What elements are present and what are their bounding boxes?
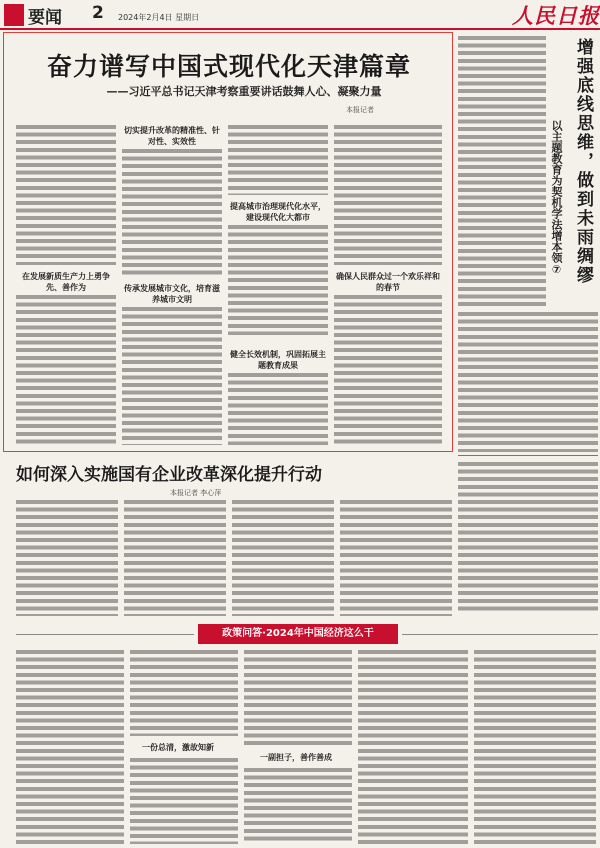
masthead	[0, 0, 600, 30]
right-column-text	[458, 462, 598, 612]
policy-qa-banner: 政策问答·2024年中国经济这么干	[198, 624, 398, 644]
text-column	[244, 768, 352, 844]
page-number: 2	[92, 3, 104, 23]
text-column	[16, 125, 116, 265]
text-column	[474, 650, 596, 844]
section-heading: 一副担子，善作善成	[260, 753, 332, 762]
text-column	[16, 500, 118, 616]
text-column	[340, 500, 452, 616]
right-column-text	[458, 312, 598, 452]
divider	[402, 634, 598, 635]
text-column	[334, 295, 442, 445]
text-column	[16, 650, 124, 844]
text-column	[130, 758, 238, 844]
feature-subhead: ——习近平总书记天津考察重要讲话鼓舞人心、凝聚力量	[106, 85, 382, 98]
feature-article	[3, 32, 453, 452]
right-column-title: 增强底线思维，做到未雨绸缪	[573, 38, 593, 285]
section-subtitle: 提高城市治理现代化水平，建设现代化大都市	[230, 202, 326, 222]
text-column	[124, 500, 226, 616]
right-column-subtitle: 以主题教育为契机学法增本领⑦	[550, 120, 563, 276]
text-column	[232, 500, 334, 616]
section-subtitle: 传承发展城市文化，培育滋养城市文明	[124, 284, 220, 304]
article2-byline: 本报记者 李心萍	[170, 489, 222, 497]
section-name: 要闻	[28, 8, 62, 28]
text-column	[228, 373, 328, 445]
issue-date: 2024年2月4日 星期日	[118, 13, 200, 22]
text-column	[130, 650, 238, 736]
section-marker	[4, 4, 24, 26]
text-column	[228, 225, 328, 335]
text-column	[228, 125, 328, 195]
text-column	[358, 650, 468, 844]
section-heading: 一份总清，激故知新	[142, 743, 214, 752]
header-rule	[0, 28, 600, 30]
text-column	[16, 295, 116, 445]
section-subtitle: 健全长效机制，巩固拓展主题教育成果	[230, 350, 326, 370]
feature-byline: 本报记者	[346, 106, 374, 114]
text-column	[122, 307, 222, 445]
section-subtitle: 在发展新质生产力上勇争先、善作为	[22, 272, 110, 292]
text-column	[122, 149, 222, 277]
text-column	[244, 650, 352, 746]
article2-title: 如何深入实施国有企业改革深化提升行动	[16, 465, 322, 485]
right-column-text	[458, 36, 546, 306]
section-subtitle: 切实提升改革的精准性、针对性、实效性	[124, 126, 220, 146]
divider	[458, 455, 598, 456]
divider	[16, 634, 194, 635]
text-column	[334, 125, 442, 265]
newspaper-logo: 人民日报	[512, 3, 600, 28]
section-subtitle: 确保人民群众过一个欢乐祥和的春节	[336, 272, 440, 292]
feature-headline: 奋力谱写中国式现代化天津篇章	[46, 52, 411, 81]
